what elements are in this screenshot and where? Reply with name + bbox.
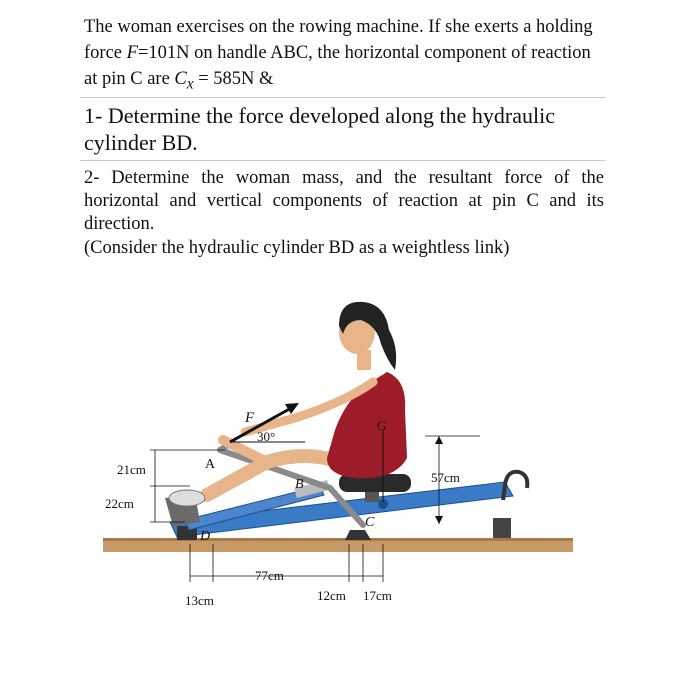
cx-subscript: x bbox=[186, 75, 194, 93]
label-C: C bbox=[365, 515, 375, 530]
dim-13cm: 13cm bbox=[185, 593, 214, 608]
cx-value: = 585N & bbox=[193, 69, 274, 89]
question-2: 2- Determine the woman mass, and the resultant force of the horizontal and vertical components of reaction at pin C and its direction. bbox=[84, 168, 604, 234]
weightless-link-note: (Consider the hydraulic cylinder BD as a weightless link) bbox=[84, 238, 510, 258]
label-B: B bbox=[295, 477, 304, 492]
label-F: F bbox=[245, 410, 255, 426]
pin-C-stand bbox=[345, 530, 371, 540]
question-1: 1- Determine the force developed along the hydraulic cylinder BD. bbox=[84, 103, 555, 155]
dim-21cm: 21cm bbox=[117, 462, 146, 477]
intro-text-part1: The woman exercises on the rowing machine. If she exerts a holding force bbox=[84, 17, 593, 63]
dim-12cm: 12cm bbox=[317, 588, 346, 603]
dim-57cm: 57cm bbox=[431, 470, 460, 485]
dim-77cm: 77cm bbox=[255, 568, 284, 583]
rowing-machine-figure bbox=[95, 290, 585, 620]
force-symbol: F bbox=[126, 43, 138, 63]
label-D: D bbox=[200, 529, 211, 544]
label-angle: 30° bbox=[257, 429, 276, 444]
label-A: A bbox=[205, 457, 216, 472]
problem-intro bbox=[84, 14, 604, 98]
shoe bbox=[169, 490, 205, 506]
label-G: G bbox=[377, 418, 387, 433]
cx-symbol: C bbox=[174, 69, 187, 89]
dim-17cm: 17cm bbox=[363, 588, 392, 603]
divider-1 bbox=[80, 97, 605, 98]
intro-text-part2: =101N on handle ABC, the horizontal component of reaction at pin C are bbox=[84, 43, 591, 89]
divider-2 bbox=[80, 160, 605, 161]
dim-22cm: 22cm bbox=[105, 496, 134, 511]
